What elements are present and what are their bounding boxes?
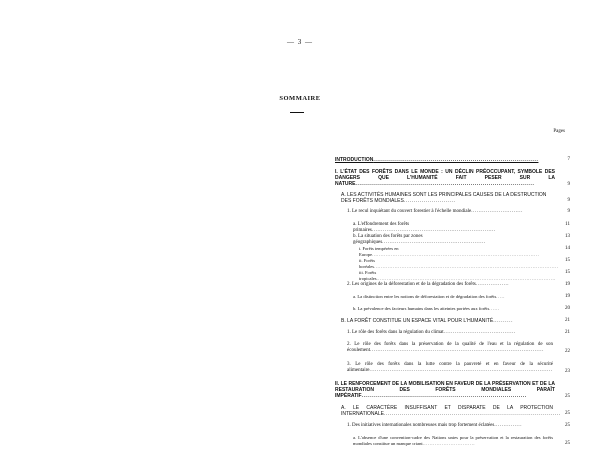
toc-entry-text: a. La distinction entre les notions de déforestation et de dégradation des forêts [353,294,497,299]
toc-entry-text: A. LES ACTIVITÉS HUMAINES SONT LES PRINCIPALES CAUSES DE LA DESTRUCTION DES FORÊTS MONDIALES [341,192,547,205]
toc-entry-page: 25 [565,423,570,428]
toc-entry-text: iii. Forêts tropicales [359,270,377,282]
toc-entry-page: 20 [565,306,570,311]
toc-entry-text: 1. Le rôle des forêts dans la régulation du climat [347,330,444,335]
toc-entry-page: 21 [565,318,570,323]
toc-entry-text: A. LE CARACTÈRE INSUFFISANT ET DISPARATE DE LA PROTECTION INTERNATIONALE [341,405,553,418]
toc-entry-text: B. LA FORÊT CONSTITUE UN ESPACE VITAL POUR L'HUMANITÉ [341,318,494,324]
toc-entry-page: 14 [565,246,570,251]
toc-entry-page: 22 [565,349,570,354]
toc-entry-page: 21 [565,330,570,335]
title-rule [290,112,304,113]
toc-entry-page: 23 [565,369,570,374]
toc-entry-text: 2. Les origines de la déforestation et de la dégradation des forêts [347,282,476,287]
toc-entry-text: 2. Le rôle des forêts dans la préservation de la qualité de l'eau et la régulation de son écoulement [347,342,553,354]
toc-entry-page: 7 [567,157,570,162]
toc-entry-text: a. L'absence d'une convention-cadre des Nations unies pour la préservation et la restauration des forêts mondiales constitue un manque criant [353,435,553,447]
toc-entry-text: II. LE RENFORCEMENT DE LA MOBILISATION EN FAVEUR DE LA PRÉSERVATION ET DE LA RESTAURATION DES FORÊTS MONDIALES PARAÎT IMPÉRATIF [335,381,555,400]
toc-entry-page: 19 [565,294,570,299]
document-title: SOMMAIRE [279,95,321,102]
toc-entry-page: 15 [565,270,570,275]
toc-entry-page: 25 [565,411,570,416]
toc-entry-page: 13 [565,234,570,239]
toc-entry-text: 1. Des initiatives internationales nombreuses mais trop fortement éclatées [347,423,495,428]
toc-entry-text: b. La situation des forêts par zones géographiques [353,234,423,246]
toc-entry-page: 25 [565,441,570,446]
toc-entry-page: 19 [565,282,570,287]
toc-entry-page: 15 [565,258,570,263]
pages-column-label: Pages [553,129,565,134]
toc-entry-text: I. L'ÉTAT DES FORÊTS DANS LE MONDE : UN DÉCLIN PRÉOCCUPANT, SYMBOLE DES DANGERS QUE L'HUMANITÉ FAIT PESER SUR LA NATURE [335,169,555,188]
toc-entry-page: 11 [565,222,570,227]
toc-entry-page: 9 [567,209,570,214]
toc-entry-text: 1. Le recul inquiétant du couvert forestier à l'échelle mondiale [347,209,472,214]
toc-entry-page: 9 [567,182,570,187]
page-number: — 3 — [287,38,313,46]
toc-entry-text: a. L'effondrement des forêts primaires [353,222,410,234]
toc-entry-text: INTRODUCTION [335,157,374,163]
toc-entry-text: i. Forêts tempérées en Europe [359,246,399,258]
toc-entry-text: 3. Le rôle des forêts dans la lutte contre la pauvreté et en faveur de la sécurité alimentaire [347,362,553,374]
toc-entry-text: b. La prévalence des facteurs humains dans les atteintes portées aux forêts [353,306,490,311]
toc-entry-text: ii. Forêts boréales [359,258,376,270]
toc-entry-page: 25 [565,394,570,399]
toc-entry-page: 9 [567,198,570,203]
